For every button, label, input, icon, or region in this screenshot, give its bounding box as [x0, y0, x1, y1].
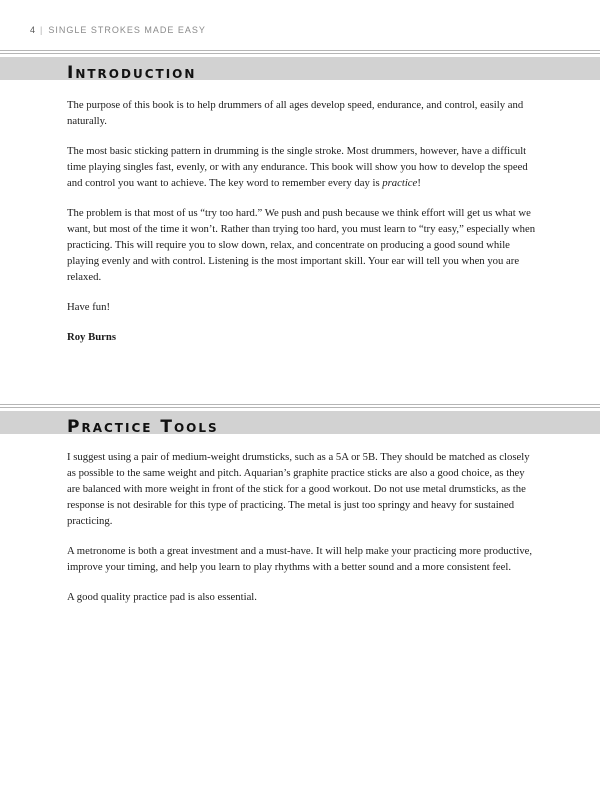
introduction-paragraph-1: The purpose of this book is to help drummers of all ages develop speed, endurance, and control, easily and naturally. [67, 99, 524, 127]
running-head [30, 25, 206, 35]
practice-tools-heading: Practice Tools [67, 417, 219, 437]
emphasis-practice: practice [382, 177, 418, 189]
top-rule [0, 50, 600, 51]
practice-tools-paragraph-1: I suggest using a pair of medium-weight drumsticks, such as a 5A or 5B. They should be matched as closely as possible to the same weight and pitch. Aquarian’s graphite practice sticks are also a good choice, as they are balanced with more weight in front of the stick for a good workout. Do not use metal drumsticks, as the response is not desirable for this type of practicing. The metal is just too springy and heavy for sustained practicing. [67, 451, 530, 527]
paragraph-text: The most basic sticking pattern in drumming is the single stroke. Most drummers, however, have a difficult time playing singles fast, evenly, or with any endurance. This book will show you how to develop the speed and control you want to achieve. The key word to remember every day is [67, 145, 528, 189]
paragraph-end: ! [417, 177, 421, 189]
author-signature: Roy Burns [67, 331, 116, 343]
practice-tools-paragraph-2: A metronome is both a great investment and a must-have. It will help make your practicing more productive, improve your timing, and help you learn to play rhythms with a better sound and a more consistent feel. [67, 545, 533, 573]
introduction-paragraph-3: The problem is that most of us “try too hard.” We push and push because we think effort will get us what we want, but most of the time it won’t. Rather than trying too hard, you must learn to “try easy,” especially when practicing. This will require you to slow down, relax, and concentrate on producing a good sound while playing evenly and with control. Listening is the most important skill. Your ear will tell you when you are relaxed. [67, 207, 536, 283]
practice-tools-body [67, 449, 537, 619]
top-rule-double [0, 407, 600, 408]
introduction-paragraph-4: Have fun! [67, 301, 111, 313]
top-rule-double [0, 53, 600, 54]
page-number: 4 [30, 25, 36, 35]
introduction-body [67, 97, 537, 359]
running-head-separator: | [40, 25, 44, 35]
introduction-heading: Introduction [67, 63, 197, 83]
top-rule [0, 404, 600, 405]
running-head-title: SINGLE STROKES MADE EASY [48, 25, 206, 35]
introduction-paragraph-2 [67, 143, 537, 191]
practice-tools-paragraph-3: A good quality practice pad is also essential. [67, 591, 257, 603]
